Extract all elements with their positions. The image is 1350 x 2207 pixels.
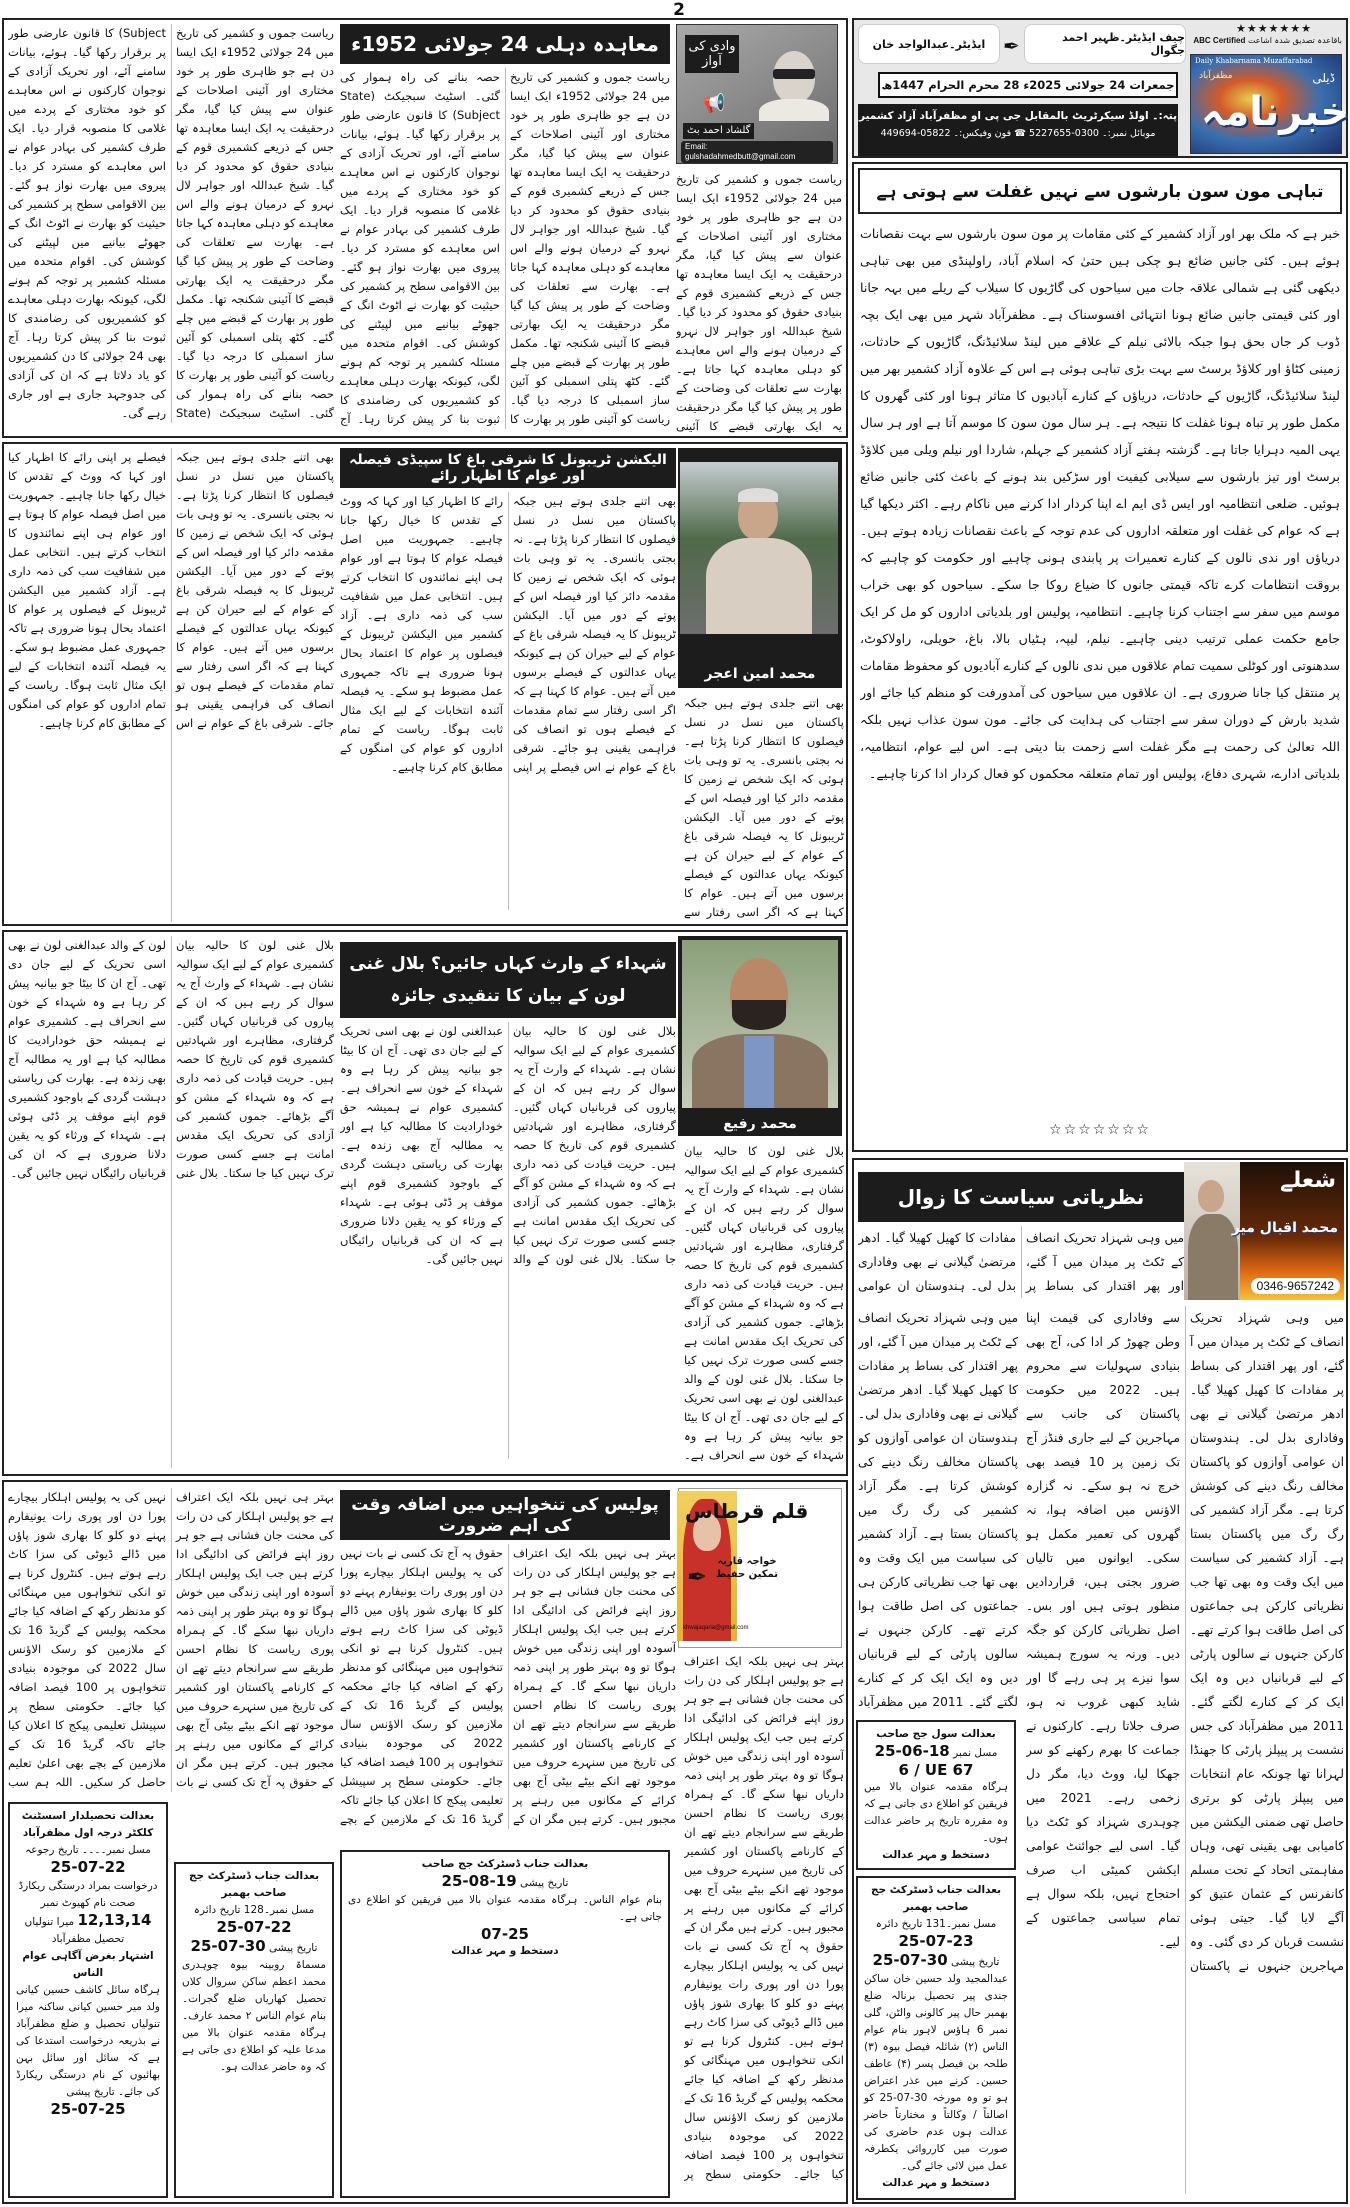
notice-hearing-date: 07-25 [481, 1925, 529, 1943]
notice-signature: دستخط و مہر عدالت [451, 1945, 559, 1957]
shola-body-left: میں وہی شہزاد تحریک انصاف کے ٹکٹ پر میدان میں آ گئے، اور پھر اقتدار کی بساط پر مفادات کا کھیل کھیلا گیا۔ ادھر مرتضیٰ گیلانی نے بھی وفاداری بدل لی۔ ہندوستان ان عوامی آوازوں کو پاکستان مخالف رنگ دینے کی کوشش کرتا ہے۔ مگر آزاد کشمیر کی رگ رگ میں پاکستان بستا ہے۔ آزاد کشمیر کی سیاست میں ایک وقت وہ بھی تھا جب نظریاتی کارکن ہی جماعتوں کی اصل طاقت ہوا کرتے تھے۔ کارکن جنہوں نے سالوں پارٹی کے لیے قربانیاں دیں وہ ایک ایک کر کے کنارے لگتے گئے۔ 2011 میں مظفرآباد [858, 1311, 1018, 1709]
shuhada-photo-frame [678, 936, 842, 1136]
notice-court: بعدالت جناب ڈسٹرکٹ جج صاحب بھمبر [870, 1884, 1002, 1913]
rating-stars: ★★★★★★★ [1235, 22, 1312, 35]
legal-notice-5 [340, 1850, 670, 2198]
shola-column-name: شعلے [1280, 1168, 1336, 1193]
wadi-email-label: Email: [685, 142, 708, 151]
wadi-column [2, 18, 848, 438]
editorial-end-stars: ☆☆☆☆☆☆☆ [1049, 1122, 1151, 1138]
shola-headline: نظریاتی سیاست کا زوال [897, 1185, 1145, 1209]
wadi-email-box [681, 141, 833, 163]
shuhada-headline-box [340, 942, 676, 1018]
notice-date: 18-06-25 [874, 1742, 950, 1760]
editorial-body: خبر ہے کہ ملک بھر اور آزاد کشمیر کے کئی مقامات پر مون سون بارشوں سے بہت نقصانات ہوئے ہیں۔ کئی جانیں ضائع ہو چکی ہیں حتیٰ کہ اسلام آباد، راولپنڈی میں بھی تباہی دیکھی گئی ہے شمالی علاقہ جات میں سیاحوں کی گاڑیوں کا سیلاب کے ریلے میں بہہ جانا اور کئی قیمتی جانیں ضائع ہونا انتہائی افسوسناک ہے۔ مظفرآباد شہر میں بھی ایک بچہ ڈوب کر جاں بحق ہوا جبکہ بالائی نیلم کے علاقے میں لینڈ سلائیڈنگ، گاڑیوں کے حادثات، زمینی کٹاؤ اور کلاؤڈ برسٹ سے بہت بڑی تباہی ہوئی ہے اس کے علاوہ آزاد کشمیر بھر میں لینڈ سلائیڈنگ، گاڑیوں کے حادثات، دریاؤں کے کنارے آبادیوں کا متاثر ہونا اور کئی گھروں کا مکمل طور پر تباہ ہونا غفلت کا نتیجہ ہے۔ ہر سال مون سون کا موسم آتا ہے اور ہر سال یہی المیہ دہرایا جاتا ہے۔ گزشتہ ہفتے آزاد کشمیر کے جہلم، شاردا اور نیلم ویلی میں کلاؤڈ برسٹ اور تیز بارشوں سے سیلابی کیفیت اور سڑکیں بند ہونے کے باعث کئی جانیں ضائع ہوئیں۔ ضلعی انتظامیہ اور ایس ڈی ایم اے اپنا کردار ادا کرنے میں ناکام رہے۔ اکثر دیکھا گیا ہے کہ عوام کی غفلت اور متعلقہ اداروں کی عدم توجہ کے باعث نقصانات زیادہ ہوتے ہیں۔ دریاؤں اور ندی نالوں کے کنارے تعمیرات پر پابندی ہونی چاہیے اور حکومت کو چاہیے کہ بروقت انتظامات کرے تاکہ قیمتی جانوں کا ضیاع روکا جا سکے۔ سیاحوں کو بھی خراب موسم میں سفر سے اجتناب کرنا چاہیے۔ انتظامیہ، پولیس اور بلدیاتی اداروں کو مل کر ایک جامع حکمت عملی ترتیب دینی چاہیے۔ نیلم، لیپہ، ہٹیاں بالا، باغ، حویلی، راولاکوٹ، سدھنوتی اور کوٹلی سمیت تمام علاقوں میں ندی نالوں کے کنارے آبادیوں کو محفوظ مقامات پر منتقل کیا جانا ضروری ہے۔ ان علاقوں میں سیاحوں کی آمدورفت کو منظم کیا جائے اور شدید بارش کے دوران سفر سے اجتناب کی ہدایت کی جائے۔ مون سون عذاب نہیں بلکہ اللہ تعالیٰ کی رحمت ہے مگر غفلت اسے زحمت بنا دیتی ہے۔ اس لیے عوام، انتظامیہ، بلدیاتی ادارے، شہری دفاع، پولیس اور تمام متعلقہ محکموں کو فعال کردار ادا کرنا چاہیے۔ [860, 226, 1340, 781]
shola-banner [1184, 1162, 1344, 1300]
notice-court: بعدالت جناب ڈسٹرکٹ جج صاحب [421, 1858, 589, 1870]
shola-headline-box [858, 1172, 1184, 1222]
wadi-body-right: ریاست جموں و کشمیر کی تاریخ میں 24 جولائی 1952ء ایک ایسا دن ہے جو ظاہری طور پر خود مختاری اور آئینی اصلاحات کے عنوان سے پیش کیا گیا، مگر درحقیقت یہ ایک ایسا معاہدہ تھا جس کے ذریعے کشمیری قوم کے بنیادی حقوق کو محدود کر دیا گیا۔ شیخ عبداللہ اور جواہر لال نہرو کے درمیان ہونے والے اس معاہدے کو دہلی معاہدہ کہا جاتا ہے۔ بھارت سے تعلقات کی وضاحت کے طور پر پیش کیا گیا مگر درحقیقت یہ ایک بھارتی قبضے کا آئینی [676, 172, 842, 433]
qalam-column-name: قلم قرطاس [685, 1499, 809, 1523]
date-line-box [878, 72, 1178, 98]
legal-notice-1 [8, 1802, 168, 2198]
notice-date: 23-07-25 [898, 1932, 974, 1950]
shola-body-upper: میں وہی شہزاد تحریک انصاف کے ٹکٹ پر میدان میں آ گئے، اور پھر اقتدار کی بساط پر مفادات کا کھیل کھیلا گیا۔ ادھر مرتضیٰ گیلانی نے بھی وفاداری بدل لی۔ ہندوستان ان عوامی [858, 1231, 1184, 1293]
author-photo-rafi [682, 940, 838, 1108]
wadi-column-name: وادی کی آواز [685, 35, 739, 73]
notice-body: مسماۃ روبینہ بیوہ چوہدری محمد اعظم ساکن سروال کلاں تحصیل کھاریاں ضلع گجرات۔ بنام عوام الناس ۲ محمد عارف۔ ہرگاہ مقدمہ عنوان بالا میں مدعا علیہ کو اطلاع دی جاتی ہے کہ وہ حاضر عدالت ہو۔ [182, 1959, 326, 2073]
qalam-email[interactable]: khwajaqaria@gmail.com [683, 1625, 749, 1631]
notice-court: بعدالت سول جج صاحب [876, 1728, 996, 1740]
certification-note: باقاعدہ تصدیق شدہ اشاعت [1247, 36, 1342, 45]
tribunal-photo-frame [678, 448, 842, 688]
mobile-label: موبائل نمبر:۔ [1102, 128, 1156, 139]
notice-date: 22-07-25 [216, 1918, 292, 1936]
shuhada-body-left: بلال غنی لون کا حالیہ بیان کشمیری عوام کے لیے ایک سوالیہ نشان ہے۔ شہداء کے وارث آج یہ سوال کر رہے ہیں کہ ان کے پیاروں کی قربانیاں کہاں گئیں۔ گرفتاری، مظاہرے اور شہادتیں کشمیری قوم کی تاریخ کا حصہ ہیں۔ حریت قیادت کی ذمہ داری ہے کہ وہ شہداء کے مشن کو آگے بڑھائے۔ جموں کشمیر کی آزادی کی تحریک ایک مقدس امانت ہے جسے کسی صورت ترک نہیں کیا جا سکتا۔ بلال غنی لون کے والد عبدالغنی لون نے بھی اسی تحریک کے لیے جان دی تھی۔ آج ان کا بیٹا جو بیانیہ پیش کر رہا ہے وہ شہداء کے خون سے انحراف ہے۔ کشمیری عوام نے ہمیشہ حق خودارادیت کا مطالبہ کیا ہے اور یہ مطالبہ آج بھی زندہ ہے۔ بھارت کی ریاستی دہشت گردی کے باوجود کشمیری قوم اپنے موقف پر ڈٹی ہوئی ہے۔ شہداء کے ورثاء کو یہ یقین دلانا ضروری ہے کہ ان کی قربانیاں رائیگاں نہیں جائیں گی۔ [8, 938, 334, 1180]
notice-case-line: مسل نمبر [953, 1747, 998, 1759]
notice-hearing-date: 25-07-25 [50, 2100, 126, 2118]
notice-body: ہرگاہ مقدمہ عنوان بالا میں فریقین کو اطلاع دی جاتی ہے کہ وہ مقررہ تاریخ پر حاضر عدالت ہوں۔ [864, 1781, 1008, 1844]
notice-subject: درخواست بمراد درستگی ریکارڈ صحت نام کھیوٹ نمبر [18, 1880, 158, 1909]
contact-line [858, 122, 1178, 139]
notice-body: ہرگاہ سائل کاشف حسین کیانی ولد میر حسین کیانی ساکنہ میرا تنولیاں تحصیل و ضلع مظفرآباد نے بذریعہ درخواست استدعا کی ہے کہ سائل اور سائل بہن بھائیوں کے نام درستگی ریکارڈ کی جائے۔ تاریخ پیشی [16, 1984, 160, 2098]
phone-number: 05822-449694 [880, 128, 951, 139]
author-photo-gulshad [759, 43, 829, 121]
notice-numbers: 12,13,14 [77, 1911, 152, 1929]
qalam-body-right: بہتر ہی نہیں بلکہ ایک اعتراف ہے جو پولیس اہلکار کی دن رات کی محنت جان فشانی ہے جو ہر روز اپنے فرائض کی ادائیگی ادا کرتے ہیں جب ایک پولیس اہلکار آسودہ اور اپنی زندگی میں خوش ہوگا تو وہ بہتر طور پر اپنی ذمہ داریاں نبھا سکے گا۔ کے ہمراہ پوری ریاست کا نظام احسن طریقے سے سرانجام دیتے تھے ان کے کارنامے پاکستان اور کشمیر کی تاریخ میں سنہرے حروف میں موجود تھے انکے بیٹے بیٹی آج بھی کرائے کے مکانوں میں رہنے پر مجبور ہیں۔ کرتے ہیں مگر ان کے حقوق پہ آج تک کسی نے بات نہیں کی یہ پولیس اہلکار بیچارے پورا دن اور پوری رات یونیفارم پہنے دو کلو کا بھاری شوز پاؤں میں ڈالے ڈیوٹی کی سزا کاٹ رہے ہوتے ہیں۔ کنٹرول کرنا ہے تو انکی تنخواہوں میں مہنگائی کو مدنظر رکھ کے اضافہ کیا جائے محکمہ پولیس کے گریڈ 16 تک کے ملازمین کو رسک الاؤنس سال 2022 کی موجودہ بنیادی تنخواہوں پر 100 فیصد اضافہ کیا جائے۔ حکومتی سطح پر [684, 1654, 844, 2181]
wadi-email[interactable]: gulshadahmedbutt@gmail.com [685, 152, 796, 161]
qalam-column [2, 1480, 848, 2204]
pen-icon: ✒ [1003, 34, 1020, 58]
chief-editor-box [1024, 24, 1186, 64]
notice-case-line: تاریخ پیشی [519, 1877, 569, 1889]
page-number: 2 [673, 0, 685, 20]
mobile-number: 0300-5227655 [1029, 128, 1099, 139]
editor-box [858, 24, 1000, 64]
notice-numbers: 6 / UE 67 [898, 1761, 974, 1779]
notice-date: 22-07-25 [50, 1858, 126, 1876]
notice-hearing-date: 30-07-25 [872, 1951, 948, 1969]
shuhada-column [2, 930, 848, 1476]
qalam-author: خواجہ قاریہ تمکین حفیظ [715, 1556, 779, 1580]
logo-city: مظفرآباد [1199, 71, 1233, 81]
notice-case-line: مسل نمبر۔131 تاریخ دائرہ [875, 1918, 997, 1930]
wadi-headline: معاہدہ دہلی 24 جولائی 1952ء [351, 32, 659, 56]
certification [1190, 36, 1342, 45]
logo-box [1190, 54, 1350, 154]
notice-hearing-label: تاریخ پیشی [268, 1942, 318, 1954]
shuhada-headline: شہداء کے وارث کہاں جائیں؟ بلال غنی لون کے بیان کا تنقیدی جائزہ [349, 954, 667, 1006]
wadi-author: گلشاد احمد بٹ [683, 123, 754, 139]
notice-body: بنام عوام الناس۔ ہرگاہ مقدمہ عنوان بالا میں فریقین کو اطلاع دی جاتی ہے۔ [348, 1894, 662, 1923]
editorial-section [852, 162, 1348, 1152]
shola-phone: 0346-9657242 [1251, 1278, 1340, 1294]
shuhada-author: محمد رفیع [678, 1112, 842, 1136]
tribunal-headline: الیکشن ٹریبونل کا شرقی باغ کا سپیڈی فیصلہ اور عوام کا اظہار رائے [349, 452, 667, 484]
notice-signature: دستخط و مہر عدالت [882, 1849, 990, 1861]
tribunal-headline-box [340, 448, 676, 488]
notice-case-line: مسل نمبر۔128 تاریخ دائرہ [193, 1904, 315, 1916]
tribunal-author: محمد امین اعجر [678, 660, 842, 688]
certification-badge: ABC Certified [1193, 36, 1246, 45]
qalam-banner [678, 1488, 842, 1648]
editorial-headline-box [858, 168, 1342, 214]
author-photo-amin [680, 462, 838, 634]
shuhada-body-mid: بلال غنی لون کا حالیہ بیان کشمیری عوام کے لیے ایک سوالیہ نشان ہے۔ شہداء کے وارث آج یہ سوال کر رہے ہیں کہ ان کے پیاروں کی قربانیاں کہاں گئیں۔ گرفتاری، مظاہرے اور شہادتیں کشمیری قوم کی تاریخ کا حصہ ہیں۔ حریت قیادت کی ذمہ داری ہے کہ وہ شہداء کے مشن کو آگے بڑھائے۔ جموں کشمیر کی آزادی کی تحریک ایک مقدس امانت ہے جسے کسی صورت ترک نہیں کیا جا سکتا۔ بلال غنی لون کے والد عبدالغنی لون نے بھی اسی تحریک کے لیے جان دی تھی۔ آج ان کا بیٹا جو بیانیہ پیش کر رہا ہے وہ شہداء کے خون سے انحراف ہے۔ کشمیری عوام نے ہمیشہ حق خودارادیت کا مطالبہ کیا ہے اور یہ مطالبہ آج بھی زندہ ہے۔ بھارت کی ریاستی دہشت گردی کے باوجود کشمیری قوم اپنے موقف پر ڈٹی ہوئی ہے۔ شہداء کے ورثاء کو یہ یقین دلانا ضروری ہے کہ ان کی قربانیاں رائیگاں نہیں جائیں گی۔ [340, 1024, 676, 1266]
legal-notice-4 [856, 1720, 1016, 1870]
notice-court: بعدالت تحصیلدار اسسٹنٹ کلکٹر درجہ اول مظفرآباد [21, 1810, 155, 1839]
tribunal-body-right: بھی اتنے جلدی ہوتے ہیں جبکہ پاکستان میں نسل در نسل فیصلوں کا انتظار کرنا پڑتا ہے۔ نہ بجتی بانسری۔ یہ تو وہی بات ہوئی کہ ایک شخص نے زمین کا مقدمہ دائر کیا اور فیصلہ اس کے پوتے کے دور میں آیا۔ الیکشن ٹریبونل کا یہ فیصلہ شرقی باغ کے عوام کے لیے حیران کن ہے کیونکہ یہاں عدالتوں کے فیصلے برسوں میں آتے ہیں۔ عوام کا کہنا ہے کہ اگر اسی رفتار سے [684, 696, 844, 919]
notice-date: 19-08-25 [441, 1872, 517, 1890]
notice-body: عبدالمجید ولد حسین خان ساکن جندی پیر تحصیل برنالہ ضلع بھمبر حال پیر کالونی والٹن، گلی نمبر 6 ہاؤس لاہور بنام عوام الناس (۲) شائلہ فیصل بیوہ (۳) طلحہ بن فیصل پسر (۴) عاطف حسین۔ کرنے میں عذر اعتراض ہو تو وہ مورخہ 30-07-25 کو اصالتاً / وکالتاً و مختارتاً حاضر عدالت ہوں عدم حاضری کی صورت میں کارروائی یکطرفہ عمل میں لائی جائے گی۔ [864, 1973, 1009, 2172]
wadi-body-mid: ریاست جموں و کشمیر کی تاریخ میں 24 جولائی 1952ء ایک ایسا دن ہے جو ظاہری طور پر خود مختاری اور آئینی اصلاحات کے عنوان سے پیش کیا گیا، مگر درحقیقت یہ ایک ایسا معاہدہ تھا جس کے ذریعے کشمیری قوم کے بنیادی حقوق کو محدود کر دیا گیا۔ شیخ عبداللہ اور جواہر لال نہرو کے درمیان ہونے والے اس معاہدے کو دہلی معاہدہ کہا جاتا ہے۔ بھارت سے تعلقات کی وضاحت کے طور پر پیش کیا گیا مگر درحقیقت یہ ایک بھارتی قبضے کا آئینی شکنجہ تھا۔ مکمل طور پر بھارت کے قبضے میں چلے گئے۔ کٹھ پتلی اسمبلی کو آئین ساز اسمبلی کا درجہ دیا گیا۔ ریاست کو آئینی طور پر بھارت کا حصہ بنانے کی راہ ہموار کی گئی۔ اسٹیٹ سبجیکٹ (State Subject) کا قانون عارضی طور پر برقرار رکھا گیا۔ ہوئے، بیانات سامنے آئے، اور تحریک آزادی کے نوجوان کارکنوں نے اس معاہدے کو خود مختاری کے پردے میں غلامی کا منصوبہ قرار دیا۔ ایک طرف کشمیر کی بہادر عوام نے اس معاہدے کو مسترد کر دیا۔ پیروی میں بھارت نواز ہو گئے۔ بین الاقوامی سطح پر کشمیر کی حیثیت کو بھارت نے اٹوٹ انگ کے جھوٹے بیانیے میں لپیٹنے کی کوشش کی۔ اقوام متحدہ میں مسئلہ کشمیر پر توجہ کم ہونے لگی، کیونکہ بھارت دہلی معاہدے کو کشمیریوں کی رضامندی کا ثبوت بنا کر پیش کرتا رہا۔ آج [340, 70, 670, 426]
wadi-body-left: ریاست جموں و کشمیر کی تاریخ میں 24 جولائی 1952ء ایک ایسا دن ہے جو ظاہری طور پر خود مختاری اور آئینی اصلاحات کے عنوان سے پیش کیا گیا، مگر درحقیقت یہ ایک ایسا معاہدہ تھا جس کے ذریعے کشمیری قوم کے بنیادی حقوق کو محدود کر دیا گیا۔ شیخ عبداللہ اور جواہر لال نہرو کے درمیان ہونے والے اس معاہدے کو دہلی معاہدہ کہا جاتا ہے۔ بھارت سے تعلقات کی وضاحت کے طور پر پیش کیا گیا مگر درحقیقت یہ ایک بھارتی قبضے کا آئینی شکنجہ تھا۔ مکمل طور پر بھارت کے قبضے میں چلے گئے۔ کٹھ پتلی اسمبلی کو آئین ساز اسمبلی کا درجہ دیا گیا۔ ریاست کو آئینی طور پر بھارت کا حصہ بنانے کی راہ ہموار کی گئی۔ اسٹیٹ سبجیکٹ (State Subject) کا قانون عارضی طور پر برقرار رکھا گیا۔ ہوئے، بیانات سامنے آئے، اور تحریک آزادی کے نوجوان کارکنوں نے اس معاہدے کو خود مختاری کے پردے میں غلامی کا منصوبہ قرار دیا۔ ایک طرف کشمیر کی بہادر عوام نے اس معاہدے کو مسترد کر دیا۔ پیروی میں بھارت نواز ہو گئے۔ بین الاقوامی سطح پر کشمیر کی حیثیت کو بھارت نے اٹوٹ انگ کے جھوٹے بیانیے میں لپیٹنے کی کوشش کی۔ اقوام متحدہ میں مسئلہ کشمیر پر توجہ کم ہونے لگی، کیونکہ بھارت دہلی معاہدے کو کشمیریوں کی رضامندی کا ثبوت بنا کر پیش کرتا رہا۔ آج بھی 24 جولائی کا دن کشمیریوں کو یاد دلاتا ہے کہ ان کی آزادی کی جدوجہد جاری ہے اور جاری رہے گی۔ [8, 26, 334, 420]
legal-notice-3 [856, 1876, 1016, 2200]
tribunal-body-mid: بھی اتنے جلدی ہوتے ہیں جبکہ پاکستان میں نسل در نسل فیصلوں کا انتظار کرنا پڑتا ہے۔ نہ بجتی بانسری۔ یہ تو وہی بات ہوئی کہ ایک شخص نے زمین کا مقدمہ دائر کیا اور فیصلہ اس کے پوتے کے دور میں آیا۔ الیکشن ٹریبونل کا یہ فیصلہ شرقی باغ کے عوام کے لیے حیران کن ہے کیونکہ یہاں عدالتوں کے فیصلے برسوں میں آتے ہیں۔ عوام کا کہنا ہے کہ اگر اسی رفتار سے تمام مقدمات کے فیصلے ہوں تو انصاف کی فراہمی یقینی ہو جائے۔ شرقی باغ کے عوام نے اس فیصلے پر اپنی رائے کا اظہار کیا اور کہا کہ ووٹ کے تقدس کا خیال رکھا جانا چاہیے۔ جمہوریت میں اصل فیصلہ عوام کا ہوتا ہے اور عوام ہی اپنے نمائندوں کا انتخاب کرتے ہیں۔ انتخابی عمل میں شفافیت سب کی ذمہ داری ہے۔ آزاد کشمیر میں الیکشن ٹریبونل کے فیصلوں پر عوام کا اعتماد بحال ہونا ضروری ہے تاکہ جمہوری عمل مضبوط ہو سکے۔ یہ فیصلہ آئندہ انتخابات کے لیے ایک مثال ثابت ہوگا۔ ریاست کے تمام اداروں کو عوام کی امنگوں کے مطابق کام کرنا چاہیے۔ [340, 494, 676, 774]
editor: ایڈیٹر۔عبدالواجد خان [872, 37, 986, 51]
address: پتہ:۔ اولڈ سیکرٹریٹ بالمقابل جی پی او مظفرآباد آزاد کشمیر [858, 110, 1178, 122]
chief-editor: چیف ایڈیٹر۔ظہیر احمد جگوال [1062, 31, 1185, 57]
shola-body: میں وہی شہزاد تحریک انصاف کے ٹکٹ پر میدان میں آ گئے، اور پھر اقتدار کی بساط پر مفادات کا کھیل کھیلا گیا۔ ادھر مرتضیٰ گیلانی نے بھی وفاداری بدل لی۔ ہندوستان ان عوامی آوازوں کو پاکستان مخالف رنگ دینے کی کوشش کرتا ہے۔ مگر آزاد کشمیر کی رگ رگ میں پاکستان بستا ہے۔ آزاد کشمیر کی سیاست میں ایک وقت وہ بھی تھا جب نظریاتی کارکن ہی جماعتوں کی اصل طاقت ہوا کرتے تھے۔ کارکن جنہوں نے سالوں پارٹی کے لیے قربانیاں دیں وہ ایک ایک کر کے کنارے لگتے گئے۔ 2011 میں مظفرآباد کی جس نشست پر پیپلز پارٹی کا جھنڈا لہرانا تھا چونکہ عام انتخابات میں پیپلز پارٹی کو برتری حاصل تھی ضمنی الیکشن میں کامیابی بھی یقینی تھی، وہاں مفاہمتی اتحاد کے تحت مسلم کانفرنس کے عثمان عتیق کو آگے لایا گیا۔ جیتی ہوئی نشست قربان کر دی گئی۔ وہ مہاجرین جنہوں نے پاکستان سے وفاداری کی قیمت اپنا وطن چھوڑ کر ادا کی، آج بھی بنیادی سہولیات سے محروم ہیں۔ 2022 میں حکومت پاکستان کی جانب سے مہاجرین کے لیے جاری فنڈز آج تک زمین پر 10 فیصد بھی خرچ نہ ہو سکے۔ نہ گزارہ الاؤنس میں اضافہ ہوا، نہ گھروں کی تعمیر مکمل ہو سکی۔ ایوانوں میں تالیاں ضرور بجتی ہیں، قراردادیں منظور ہوتی ہیں اور بس۔ اصل نظریاتی کارکن کو جگہ دیں۔ ورنہ یہ سورج ہمیشہ سوا نیزے پر ہی رہے گا اور شاید کبھی غروب نہ ہو، صرف جلاتا رہے۔ کارکنوں نے جماعت کا بھرم رکھنے کو سر جھکا لیا، ووٹ دیا، مگر دل زخمی رہے۔ 2021 میں چوہدری شہزاد کو ٹکٹ دیا گیا۔ اسی لیے جوائنٹ عوامی ایکشن کمیٹی اب صرف احتجاج نہیں، بلکہ سوال ہے تمام سیاسی جماعتوں کے لیے۔ [1026, 1311, 1344, 1973]
notice-court: بعدالت جناب ڈسٹرکٹ جج صاحب بھمبر [188, 1870, 320, 1899]
address-bar [858, 104, 1178, 156]
pen-nib-icon: ✒ [687, 1563, 708, 1591]
logo-english: Daily Khabarnama Muzaffarabad [1195, 57, 1313, 65]
qalam-headline: پولیس کی تنخواہیں میں اضافہ وقت کی اہم ضرورت [351, 1495, 659, 1536]
notice-hearing-label: تاریخ پیشی [950, 1956, 1000, 1968]
qalam-body-left: بہتر ہی نہیں بلکہ ایک اعتراف ہے جو پولیس اہلکار کی دن رات کی محنت جان فشانی ہے جو ہر روز اپنے فرائض کی ادائیگی ادا کرتے ہیں جب ایک پولیس اہلکار آسودہ اور اپنی زندگی میں خوش ہوگا تو وہ بہتر طور پر اپنی ذمہ داریاں نبھا سکے گا۔ کے ہمراہ پوری ریاست کا نظام احسن طریقے سے سرانجام دیتے تھے ان کے کارنامے پاکستان اور کشمیر کی تاریخ میں سنہرے حروف میں موجود تھے انکے بیٹے بیٹی آج بھی کرائے کے مکانوں میں رہنے پر مجبور ہیں۔ کرتے ہیں مگر ان کے حقوق پہ آج تک کسی نے بات نہیں کی یہ پولیس اہلکار بیچارے پورا دن اور پوری رات یونیفارم پہنے دو کلو کا بھاری شوز پاؤں میں ڈالے ڈیوٹی کی سزا کاٹ رہے ہوتے ہیں۔ کنٹرول کرنا ہے تو انکی تنخواہوں میں مہنگائی کو مدنظر رکھ کے اضافہ کیا جائے محکمہ پولیس کے گریڈ 16 تک کے ملازمین کو رسک الاؤنس سال 2022 کی موجودہ بنیادی تنخواہوں پر 100 فیصد اضافہ کیا جائے۔ حکومتی سطح پر سپیشل تعلیمی پیکج کا اعلان کیا جائے تاکہ گریڈ 16 تک کے ملازمین کے بچے بھی اعلیٰ تعلیم حاصل کر سکیں۔ اللہ ہم سب [8, 1490, 334, 1789]
shola-author: محمد اقبال میر [1231, 1220, 1338, 1236]
notice-location: میرا تنولیاں تحصیل مظفرآباد [24, 1916, 125, 1945]
wadi-banner [676, 24, 838, 164]
wadi-headline-box [340, 24, 670, 64]
legal-notice-2 [174, 1862, 334, 2198]
editorial-headline: تباہی مون سون بارشوں سے نہیں غفلت سے ہوتی ہے [876, 181, 1324, 202]
date-line: جمعرات 24 جولائی 2025ء 28 محرم الحرام 1447ھ [881, 78, 1175, 92]
logo-title: خبرنامہ [1201, 89, 1350, 135]
notice-heading: اشتہار بغرض آگاہی عوام الناس [22, 1950, 154, 1979]
phone-label: فون وفیکس:۔ [953, 128, 1012, 139]
tribunal-body-left: بھی اتنے جلدی ہوتے ہیں جبکہ پاکستان میں نسل در نسل فیصلوں کا انتظار کرنا پڑتا ہے۔ نہ بجتی بانسری۔ یہ تو وہی بات ہوئی کہ ایک شخص نے زمین کا مقدمہ دائر کیا اور فیصلہ اس کے پوتے کے دور میں آیا۔ الیکشن ٹریبونل کا یہ فیصلہ شرقی باغ کے عوام کے لیے حیران کن ہے کیونکہ یہاں عدالتوں کے فیصلے برسوں میں آتے ہیں۔ عوام کا کہنا ہے کہ اگر اسی رفتار سے تمام مقدمات کے فیصلے ہوں تو انصاف کی فراہمی یقینی ہو جائے۔ شرقی باغ کے عوام نے اس فیصلے پر اپنی رائے کا اظہار کیا اور کہا کہ ووٹ کے تقدس کا خیال رکھا جانا چاہیے۔ جمہوریت میں اصل فیصلہ عوام کا ہوتا ہے اور عوام ہی اپنے نمائندوں کا انتخاب کرتے ہیں۔ انتخابی عمل میں شفافیت سب کی ذمہ داری ہے۔ آزاد کشمیر میں الیکشن ٹریبونل کے فیصلوں پر عوام کا اعتماد بحال ہونا ضروری ہے تاکہ جمہوری عمل مضبوط ہو سکے۔ یہ فیصلہ آئندہ انتخابات کے لیے ایک مثال ثابت ہوگا۔ ریاست کے تمام اداروں کو عوام کی امنگوں کے مطابق کام کرنا چاہیے۔ [8, 450, 334, 730]
logo-prefix: ڈیلی [1312, 71, 1335, 85]
phone-icon: ☎ [1014, 128, 1026, 139]
tribunal-column [2, 442, 848, 926]
megaphone-icon: 📢 [703, 93, 726, 114]
notice-hearing-date: 30-07-25 [190, 1937, 266, 1955]
qalam-headline-box [340, 1490, 670, 1540]
notice-case-line: مسل نمبر۔۔۔۔ تاریخ رجوعہ [25, 1844, 151, 1856]
shuhada-body-right: بلال غنی لون کا حالیہ بیان کشمیری عوام کے لیے ایک سوالیہ نشان ہے۔ شہداء کے وارث آج یہ سوال کر رہے ہیں کہ ان کے پیاروں کی قربانیاں کہاں گئیں۔ گرفتاری، مظاہرے اور شہادتیں کشمیری قوم کی تاریخ کا حصہ ہیں۔ حریت قیادت کی ذمہ داری ہے کہ وہ شہداء کے مشن کو آگے بڑھائے۔ جموں کشمیر کی آزادی کی تحریک ایک مقدس امانت ہے جسے کسی صورت ترک نہیں کیا جا سکتا۔ بلال غنی لون کے والد عبدالغنی لون نے بھی اسی تحریک کے لیے جان دی تھی۔ آج ان کا بیٹا جو بیانیہ پیش کر رہا ہے وہ شہداء کے خون سے انحراف ہے۔ [684, 1144, 844, 1462]
qalam-body-mid: بہتر ہی نہیں بلکہ ایک اعتراف ہے جو پولیس اہلکار کی دن رات کی محنت جان فشانی ہے جو ہر روز اپنے فرائض کی ادائیگی ادا کرتے ہیں جب ایک پولیس اہلکار آسودہ اور اپنی زندگی میں خوش ہوگا تو وہ بہتر طور پر اپنی ذمہ داریاں نبھا سکے گا۔ کے ہمراہ پوری ریاست کا نظام احسن طریقے سے سرانجام دیتے تھے ان کے کارنامے پاکستان اور کشمیر کی تاریخ میں سنہرے حروف میں موجود تھے انکے بیٹے بیٹی آج بھی کرائے کے مکانوں میں رہنے پر مجبور ہیں۔ کرتے ہیں مگر ان کے حقوق پہ آج تک کسی نے بات نہیں کی یہ پولیس اہلکار بیچارے پورا دن اور پوری رات یونیفارم پہنے دو کلو کا بھاری شوز پاؤں میں ڈالے ڈیوٹی کی سزا کاٹ رہے ہوتے ہیں۔ کنٹرول کرنا ہے تو انکی تنخواہوں میں مہنگائی کو مدنظر رکھ کے اضافہ کیا جائے محکمہ پولیس کے گریڈ 16 تک کے ملازمین کو رسک الاؤنس سال 2022 کی موجودہ بنیادی تنخواہوں پر 100 فیصد اضافہ کیا جائے۔ حکومتی سطح پر سپیشل تعلیمی پیکج کا اعلان کیا جائے تاکہ گریڈ 16 تک کے ملازمین کے بچے [340, 1546, 676, 1826]
notice-signature: دستخط و مہر عدالت [882, 2177, 990, 2189]
masthead [852, 18, 1348, 158]
